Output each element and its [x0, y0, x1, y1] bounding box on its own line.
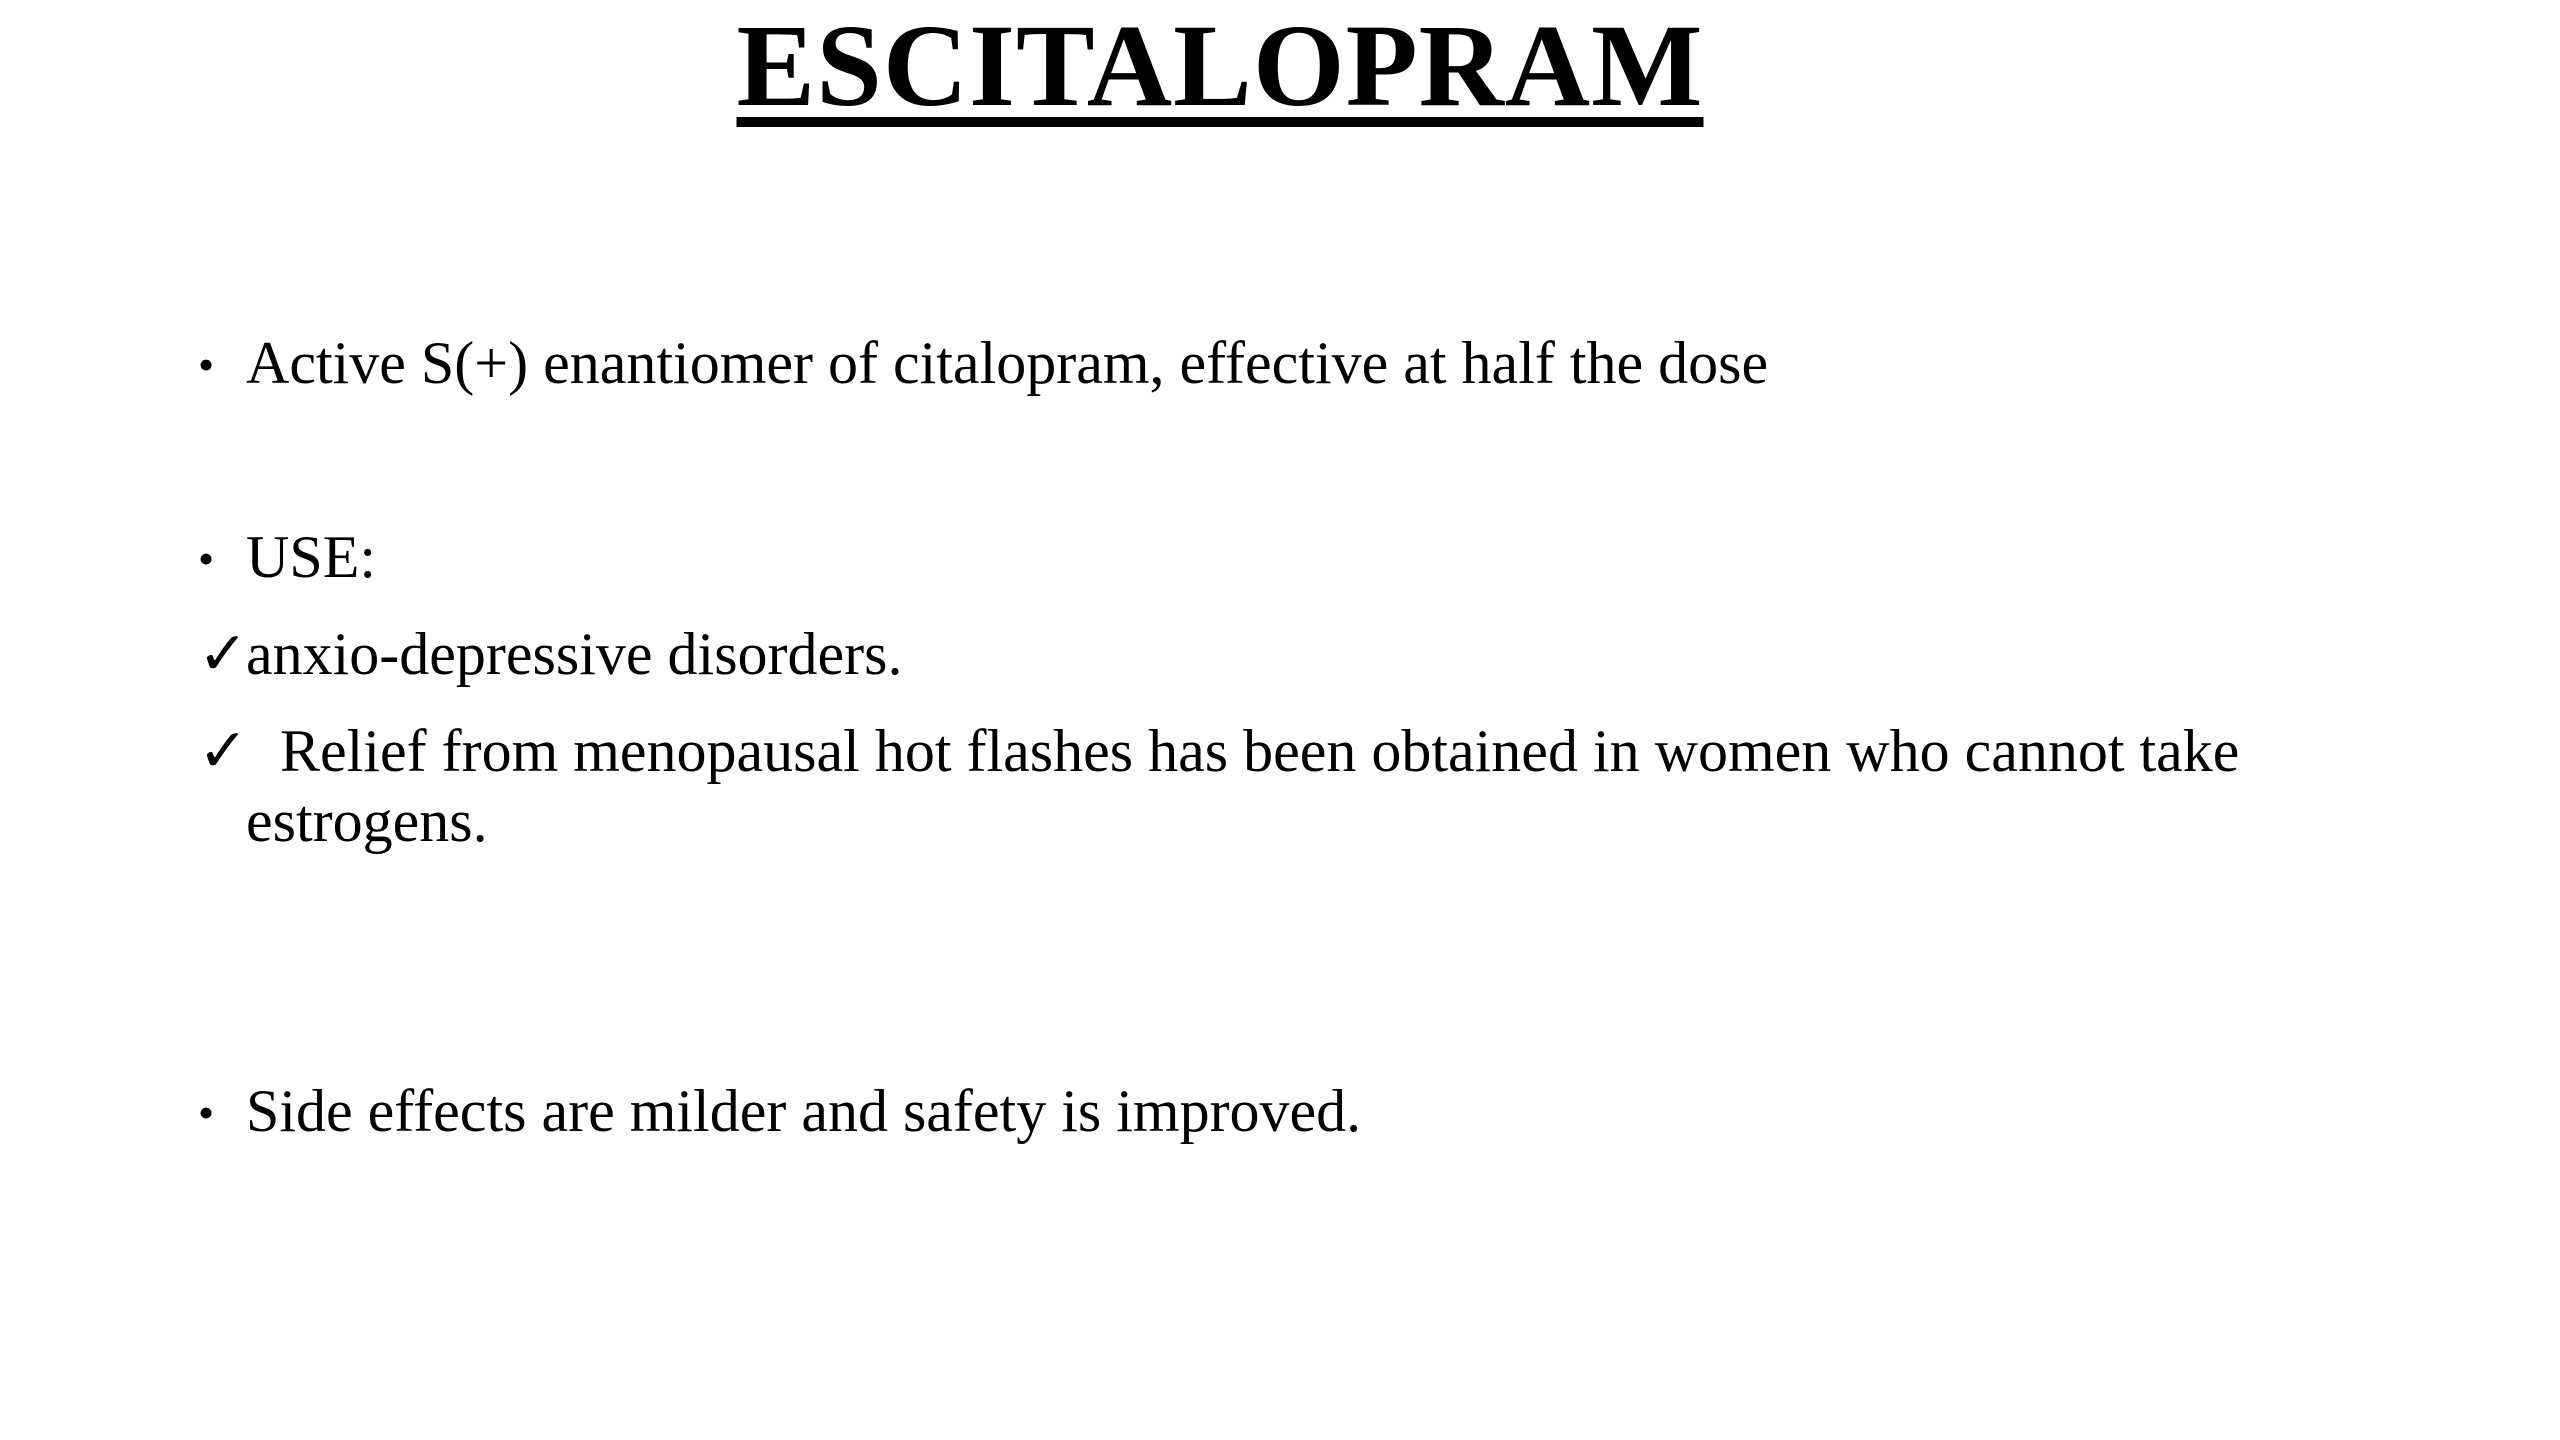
bullet-icon: • [198, 533, 215, 584]
bullet-icon: • [198, 339, 215, 390]
checkmark-icon: ✓ [198, 621, 249, 687]
bullet-text: Side effects are milder and safety is improved. [246, 1078, 1362, 1144]
check-text: anxio-depressive disorders. [246, 621, 903, 687]
checkmark-icon: ✓ [198, 718, 249, 784]
check-text [246, 716, 2306, 856]
slide-title [0, 0, 2440, 132]
check-text-content: Relief from menopausal hot flashes has been obtained in women who cannot take estrogens. [246, 718, 2240, 854]
bullet-icon: • [198, 1087, 215, 1138]
bullet-text: USE: [246, 524, 377, 590]
slide-title-text: ESCITALOPRAM [736, 0, 1704, 131]
bullet-text: Active S(+) enantiomer of citalopram, effective at half the dose [246, 330, 1769, 396]
